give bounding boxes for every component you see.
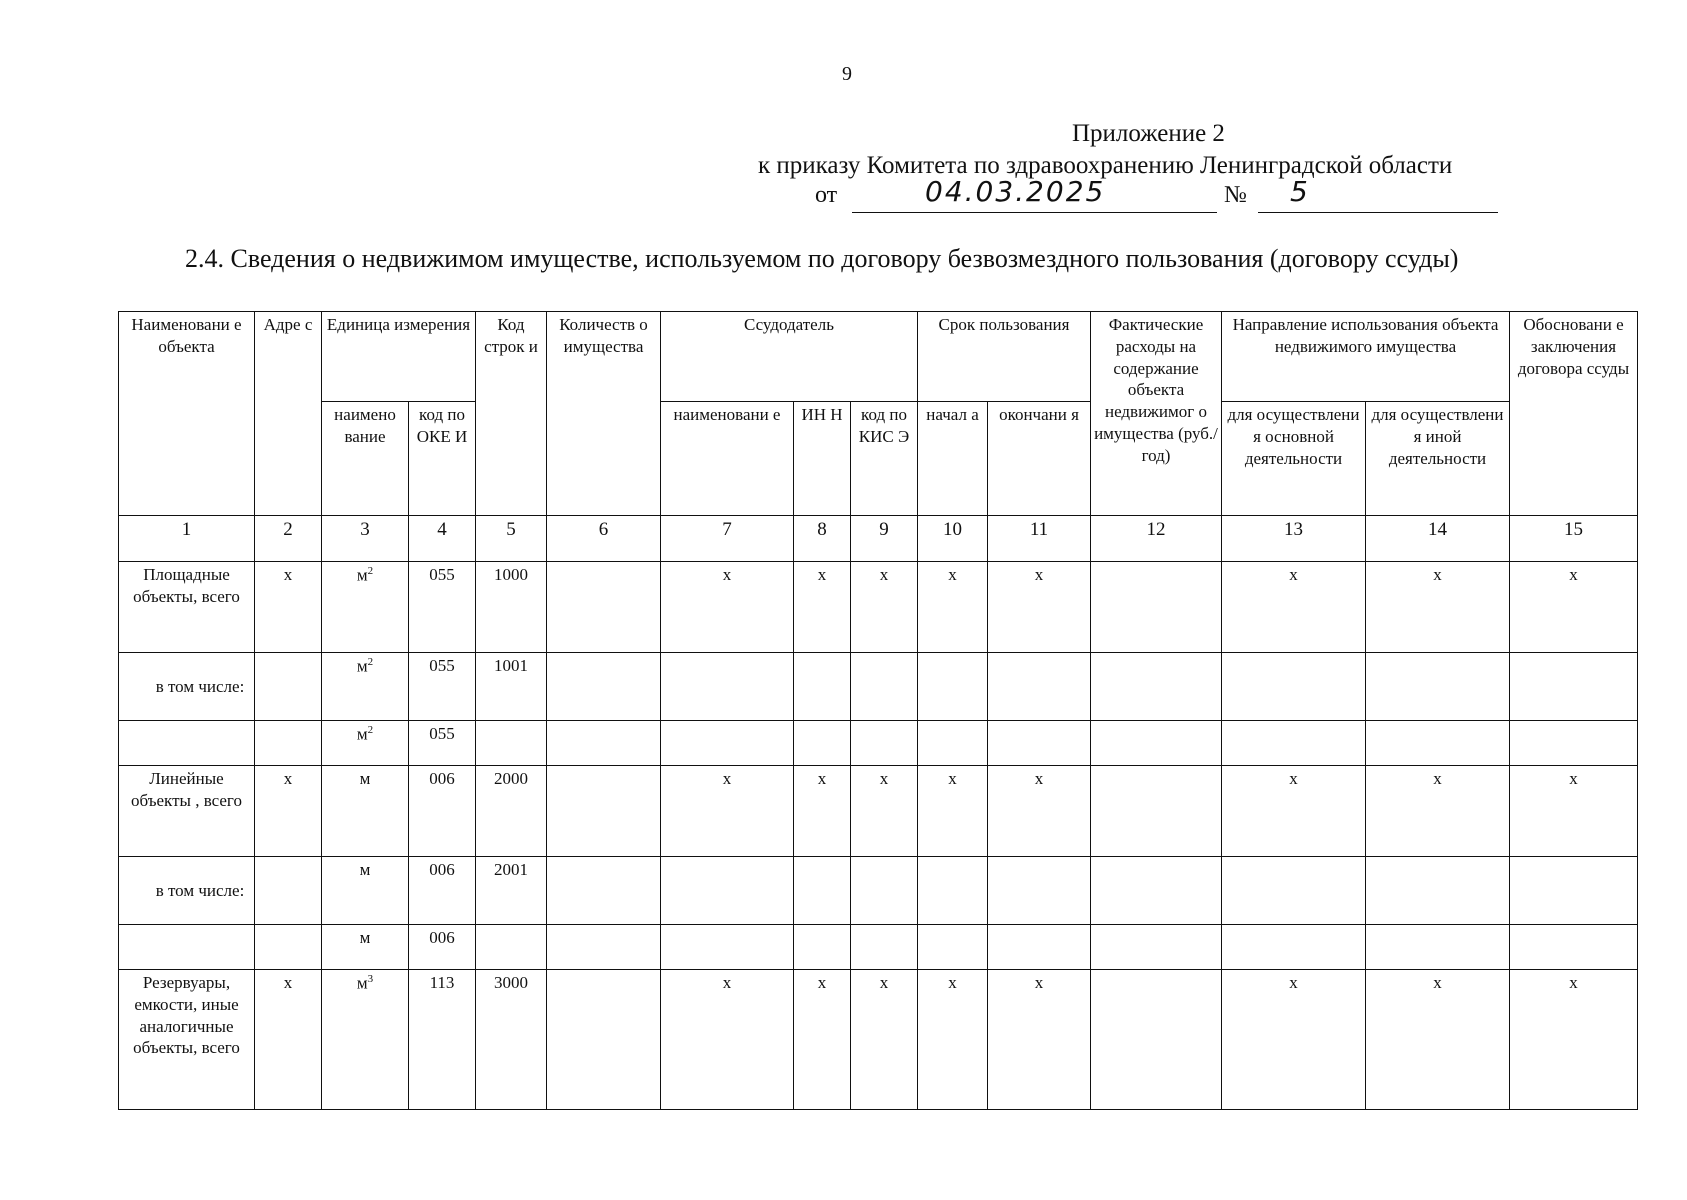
header-direction-main: для осуществлени я основной деятельности [1222, 402, 1366, 516]
cell-unit-code: 006 [409, 857, 476, 925]
row-object-name [119, 925, 255, 970]
column-number: 9 [851, 516, 918, 562]
cell-kis [851, 857, 918, 925]
number-underline [1258, 212, 1498, 213]
row-object-name [119, 721, 255, 766]
cell-unit-code: 055 [409, 562, 476, 653]
cell-address [255, 721, 322, 766]
cell-unit-code: 006 [409, 925, 476, 970]
cell-kis [851, 653, 918, 721]
header-unit-code: код по ОКЕ И [409, 402, 476, 516]
order-reference: к приказу Комитета по здравоохранению Ленинградской области [758, 152, 1453, 179]
cell-main: x [1222, 766, 1366, 857]
appendix-label: Приложение 2 [1072, 120, 1225, 147]
cell-unit-name: м [322, 766, 409, 857]
cell-basis: x [1510, 970, 1638, 1110]
date-prefix: от [815, 182, 838, 208]
cell-kis: x [851, 562, 918, 653]
cell-costs [1091, 925, 1222, 970]
header-unit-name: наимено вание [322, 402, 409, 516]
cell-unit-code: 113 [409, 970, 476, 1110]
cell-unit-name: $м^3$ [322, 970, 409, 1110]
table-row [119, 857, 1638, 925]
table-row [119, 653, 1638, 721]
cell-start [918, 653, 988, 721]
cell-unit-code: 055 [409, 653, 476, 721]
cell-address: x [255, 766, 322, 857]
column-number: 7 [661, 516, 794, 562]
cell-kis: x [851, 970, 918, 1110]
column-number: 15 [1510, 516, 1638, 562]
cell-main [1222, 653, 1366, 721]
cell-lender-name: x [661, 562, 794, 653]
cell-unit-name: $м^2$ [322, 721, 409, 766]
cell-end: x [988, 970, 1091, 1110]
cell-end: x [988, 562, 1091, 653]
cell-start [918, 857, 988, 925]
header-quantity: Количеств о имущества [547, 312, 661, 516]
cell-address [255, 653, 322, 721]
row-object-name: Линейные объекты , всего [119, 766, 255, 857]
cell-end [988, 925, 1091, 970]
table-row [119, 562, 1638, 653]
cell-quantity [547, 925, 661, 970]
cell-costs [1091, 562, 1222, 653]
cell-kis: x [851, 766, 918, 857]
unit-exponent: 2 [367, 565, 374, 577]
column-number: 12 [1091, 516, 1222, 562]
column-number: 4 [409, 516, 476, 562]
column-number: 13 [1222, 516, 1366, 562]
cell-unit-name: $м^2$ [322, 562, 409, 653]
table-row [119, 970, 1638, 1110]
cell-basis [1510, 721, 1638, 766]
cell-other: x [1366, 970, 1510, 1110]
cell-start: x [918, 766, 988, 857]
cell-address [255, 857, 322, 925]
column-number: 11 [988, 516, 1091, 562]
handwritten-number: 5 [1290, 175, 1310, 208]
header-period: Срок пользования [918, 312, 1091, 402]
cell-quantity [547, 766, 661, 857]
header-basis: Обосновани е заключения договора ссуды [1510, 312, 1638, 516]
unit-exponent: 2 [367, 656, 374, 668]
cell-main [1222, 721, 1366, 766]
cell-quantity [547, 562, 661, 653]
table-row [119, 766, 1638, 857]
row-object-name: в том числе: [119, 653, 255, 721]
cell-basis [1510, 857, 1638, 925]
header-object-name: Наименовани е объекта [119, 312, 255, 516]
cell-row-code: 1001 [476, 653, 547, 721]
cell-unit-code: 055 [409, 721, 476, 766]
cell-quantity [547, 653, 661, 721]
cell-inn [794, 653, 851, 721]
cell-inn [794, 857, 851, 925]
cell-row-code: 2000 [476, 766, 547, 857]
cell-inn: x [794, 970, 851, 1110]
cell-unit-name: $м^2$ [322, 653, 409, 721]
header-lender-kis: код по КИС Э [851, 402, 918, 516]
cell-lender-name: x [661, 970, 794, 1110]
cell-lender-name [661, 653, 794, 721]
cell-unit-name: м [322, 925, 409, 970]
cell-inn [794, 925, 851, 970]
cell-end [988, 721, 1091, 766]
cell-basis [1510, 653, 1638, 721]
cell-basis: x [1510, 766, 1638, 857]
cell-kis [851, 721, 918, 766]
cell-main [1222, 857, 1366, 925]
cell-main [1222, 925, 1366, 970]
cell-quantity [547, 721, 661, 766]
header-period-start: начал а [918, 402, 988, 516]
cell-costs [1091, 857, 1222, 925]
number-prefix: № [1224, 182, 1247, 208]
cell-other [1366, 653, 1510, 721]
cell-end [988, 653, 1091, 721]
order-date-line [815, 182, 837, 209]
cell-other: x [1366, 766, 1510, 857]
row-object-name: Площадные объекты, всего [119, 562, 255, 653]
header-period-end: окончани я [988, 402, 1091, 516]
cell-end [988, 857, 1091, 925]
column-number: 8 [794, 516, 851, 562]
cell-costs [1091, 970, 1222, 1110]
handwritten-date: 04.03.2025 [925, 175, 1106, 208]
table-row [119, 721, 1638, 766]
header-address: Адре с [255, 312, 322, 516]
table-row [119, 925, 1638, 970]
table-body [119, 562, 1638, 1110]
cell-start: x [918, 970, 988, 1110]
cell-other: x [1366, 562, 1510, 653]
cell-end: x [988, 766, 1091, 857]
cell-row-code [476, 721, 547, 766]
cell-quantity [547, 857, 661, 925]
header-lender: Ссудодатель [661, 312, 918, 402]
cell-main: x [1222, 970, 1366, 1110]
property-table [118, 311, 1638, 1110]
column-number: 5 [476, 516, 547, 562]
page-number: 9 [842, 63, 852, 85]
cell-row-code: 1000 [476, 562, 547, 653]
cell-row-code: 3000 [476, 970, 547, 1110]
header-lender-inn: ИН Н [794, 402, 851, 516]
header-direction: Направление использования объекта недвижимого имущества [1222, 312, 1510, 402]
column-number: 2 [255, 516, 322, 562]
cell-costs [1091, 721, 1222, 766]
cell-main: x [1222, 562, 1366, 653]
cell-row-code: 2001 [476, 857, 547, 925]
column-number-row [119, 516, 1638, 562]
header-direction-other: для осуществлени я иной деятельности [1366, 402, 1510, 516]
cell-lender-name [661, 925, 794, 970]
column-number: 6 [547, 516, 661, 562]
unit-exponent: 3 [367, 973, 374, 985]
column-number: 14 [1366, 516, 1510, 562]
column-number: 1 [119, 516, 255, 562]
cell-address: x [255, 562, 322, 653]
row-object-name: Резервуары, емкости, иные аналогичные объекты, всего [119, 970, 255, 1110]
cell-inn [794, 721, 851, 766]
cell-other [1366, 925, 1510, 970]
cell-start [918, 721, 988, 766]
column-number: 10 [918, 516, 988, 562]
cell-start: x [918, 562, 988, 653]
header-unit: Единица измерения [322, 312, 476, 402]
header-row-code: Код строк и [476, 312, 547, 516]
cell-inn: x [794, 766, 851, 857]
cell-kis [851, 925, 918, 970]
column-number: 3 [322, 516, 409, 562]
cell-other [1366, 721, 1510, 766]
cell-basis: x [1510, 562, 1638, 653]
cell-quantity [547, 970, 661, 1110]
cell-unit-code: 006 [409, 766, 476, 857]
cell-unit-name: м [322, 857, 409, 925]
cell-lender-name: x [661, 766, 794, 857]
cell-inn: x [794, 562, 851, 653]
cell-row-code [476, 925, 547, 970]
header-lender-name: наименовани е [661, 402, 794, 516]
cell-lender-name [661, 721, 794, 766]
row-object-name: в том числе: [119, 857, 255, 925]
cell-address: x [255, 970, 322, 1110]
section-title: 2.4. Сведения о недвижимом имуществе, используемом по договору безвозмездного пользования (договору ссуды) [185, 244, 1459, 273]
cell-other [1366, 857, 1510, 925]
cell-start [918, 925, 988, 970]
cell-basis [1510, 925, 1638, 970]
cell-address [255, 925, 322, 970]
unit-exponent: 2 [367, 724, 374, 736]
cell-lender-name [661, 857, 794, 925]
header-actual-costs: Фактические расходы на содержание объекта недвижимог о имущества (руб./год) [1091, 312, 1222, 516]
cell-costs [1091, 766, 1222, 857]
cell-costs [1091, 653, 1222, 721]
date-underline [852, 212, 1217, 213]
